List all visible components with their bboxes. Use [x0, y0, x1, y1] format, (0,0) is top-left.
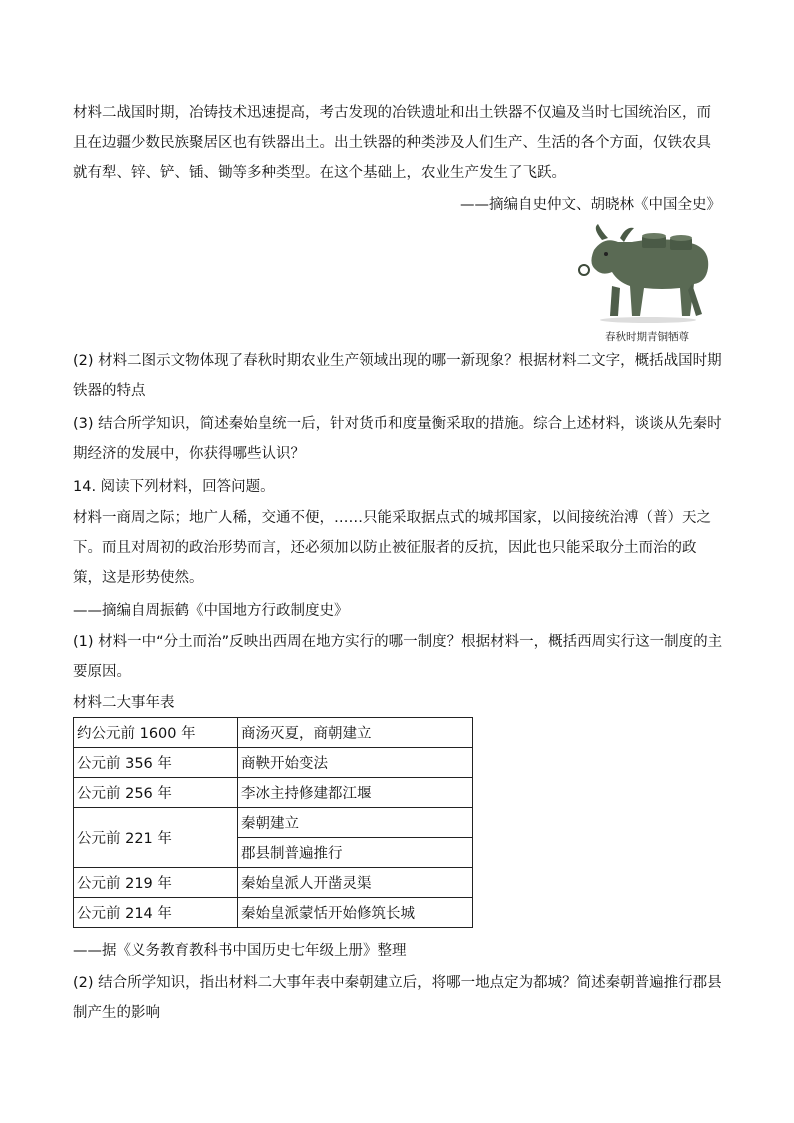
table-row — [74, 718, 473, 748]
table-row — [74, 898, 473, 928]
question-14-material1-source: ——摘编自周振鹤《中国地方行政制度史》 — [73, 603, 349, 619]
year-cell: 约公元前 1600 年 — [74, 718, 238, 748]
table-row — [74, 808, 473, 838]
question-2: (2) 材料二图示文物体现了春秋时期农业生产领域出现的哪一新现象？根据材料二文字，概括战国时期铁器的特点 — [73, 353, 722, 399]
event-cell: 秦始皇派蒙恬开始修筑长城 — [238, 898, 473, 928]
year-cell: 公元前 221 年 — [74, 808, 238, 868]
event-cell: 秦始皇派人开凿灵渠 — [238, 868, 473, 898]
material2-paragraph: 材料二战国时期，冶铸技术迅速提高，考古发现的冶铁遗址和出土铁器不仅遍及当时七国统治区，而且在边疆少数民族聚居区也有铁器出土。出土铁器的种类涉及人们生产、生活的各个方面，仅铁农具就有犁、锌、铲、锸、锄等多种类型。在这个基础上，农业生产发生了飞跃。 — [73, 105, 711, 181]
question-14-material1: 材料一商周之际；地广人稀，交通不便，……只能采取据点式的城邦国家，以间接统治溥（普）天之下。而且对周初的政治形势而言，还必须加以防止被征服者的反抗，因此也只能采取分土而治的政策，这是形势使然。 — [73, 510, 711, 586]
event-cell: 郡县制普遍推行 — [238, 838, 473, 868]
table-source: ——据《义务教育教科书中国历史七年级上册》整理 — [73, 943, 407, 959]
event-cell: 秦朝建立 — [238, 808, 473, 838]
year-cell: 公元前 256 年 — [74, 778, 238, 808]
table-row — [74, 778, 473, 808]
bronze-ox-zun-image — [572, 220, 722, 325]
event-cell: 李冰主持修建都江堰 — [238, 778, 473, 808]
year-cell: 公元前 214 年 — [74, 898, 238, 928]
table-row — [74, 868, 473, 898]
year-cell: 公元前 219 年 — [74, 868, 238, 898]
question-3: (3) 结合所学知识，简述秦始皇统一后，针对货币和度量衡采取的措施。综合上述材料，谈谈从先秦时期经济的发展中，你获得哪些认识？ — [73, 416, 722, 462]
table-row — [74, 748, 473, 778]
material2-source: ——摘编自史仲文、胡晓林《中国全史》 — [460, 197, 721, 213]
year-cell: 公元前 356 年 — [74, 748, 238, 778]
table-title: 材料二大事年表 — [73, 695, 175, 711]
event-cell: 商汤灭夏，商朝建立 — [238, 718, 473, 748]
question-14-subquestion-2: (2) 结合所学知识，指出材料二大事年表中秦朝建立后，将哪一地点定为都城？简述秦朝普遍推行郡县制产生的影响 — [73, 975, 722, 1021]
timeline-table — [73, 717, 473, 928]
question-14-subquestion-1: (1) 材料一中“分土而治”反映出西周在地方实行的哪一制度？根据材料一，概括西周实行这一制度的主要原因。 — [73, 634, 723, 680]
question-14-title: 14. 阅读下列材料，回答问题。 — [73, 479, 275, 495]
image-caption: 春秋时期青铜牺尊 — [605, 331, 689, 343]
event-cell: 商鞅开始变法 — [238, 748, 473, 778]
